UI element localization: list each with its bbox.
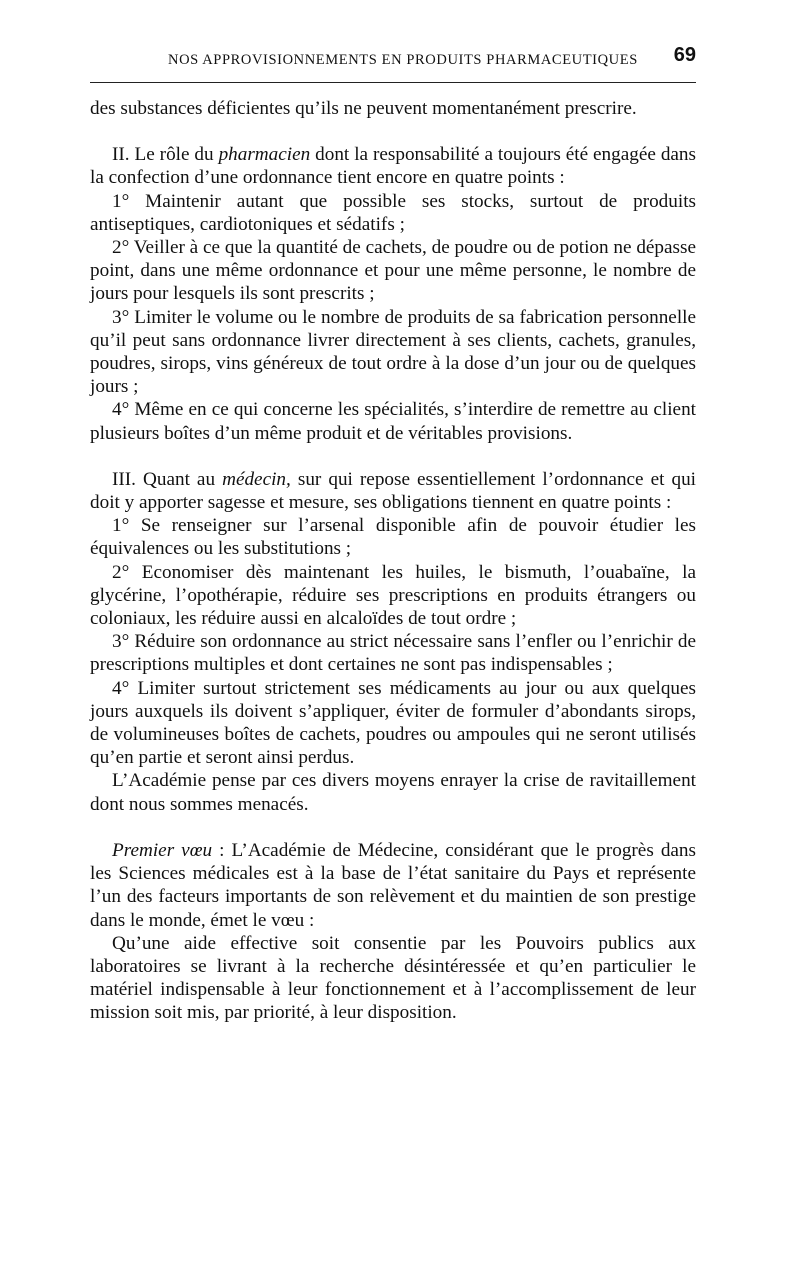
- emphasis-medecin: médecin,: [222, 468, 291, 490]
- section-iii-text: sur qui repose essentiellement l’ordonnance et qui doit y apporter sagesse et mesure, ses obligations tiennent en quatre points :: [90, 468, 697, 514]
- list-item-pharmacien-1: 1° Maintenir autant que possible ses stocks, surtout de produits antiseptiques, cardiotoniques et sédatifs ;: [90, 190, 696, 235]
- page-body: [90, 97, 696, 1025]
- running-head: [90, 44, 696, 74]
- list-item-medecin-4: 4° Limiter surtout strictement ses médicaments au jour ou aux quelques jours auxquels ils doivent s’appliquer, éviter de formuler d’abondants sirops, de volumineuses boîtes de cachets, poudres ou ampoules qui ne seront utilisés qu’en partie et seront ainsi perdus.: [90, 677, 696, 769]
- section-gap: [90, 816, 696, 839]
- header-rule: [90, 82, 696, 83]
- list-item-medecin-1: 1° Se renseigner sur l’arsenal disponible afin de pouvoir étudier les équivalences ou les substitutions ;: [90, 515, 696, 560]
- paragraph-academie-conclusion: L’Académie pense par ces divers moyens enrayer la crise de ravitaillement dont nous sommes menacés.: [90, 770, 696, 815]
- premier-voeu-text: : L’Académie de Médecine, considérant que le progrès dans les Sciences médicales est à la base de l’état sanitaire du Pays et représente l’un des facteurs importants de son relèvement et du maintien de son prestige dans le monde, émet le vœu :: [90, 839, 696, 931]
- paragraph-section-iii: [90, 468, 696, 514]
- running-title: NOS APPROVISIONNEMENTS EN PRODUITS PHARMACEUTIQUES: [168, 52, 638, 68]
- section-gap: [90, 445, 696, 468]
- paragraph-voeu-content: Qu’une aide effective soit consentie par les Pouvoirs publics aux laboratoires se livrant à la recherche désintéressée et qu’en particulier le matériel indispensable à leur fonctionnement et à l’accomplissement de leur mission soit mis, par priorité, à leur disposition.: [90, 932, 696, 1024]
- section-ii-text: dont la responsabilité a toujours été engagée dans la confection d’une ordonnance tient encore en quatre points :: [90, 144, 696, 189]
- paragraph-premier-voeu: [90, 839, 696, 932]
- paragraph-continuation: des substances déficientes qu’ils ne peuvent momentanément prescrire.: [90, 98, 637, 119]
- page-number: 69: [673, 44, 696, 66]
- section-gap: [90, 120, 696, 143]
- list-item-pharmacien-3: 3° Limiter le volume ou le nombre de produits de sa fabrication personnelle qu’il peut sans ordonnance livrer directement à ses clients, cachets, granules, poudres, sirops, vins généreux de tout ordre à la dose d’un jour ou de quelques jours ;: [90, 306, 696, 398]
- list-item-pharmacien-2: 2° Veiller à ce que la quantité de cachets, de poudre ou de potion ne dépasse point, dans une même ordonnance et pour une même personne, le nombre de jours pour lesquels ils sont prescrits ;: [90, 237, 696, 305]
- emphasis-premier-voeu: Premier vœu: [112, 839, 213, 861]
- list-item-pharmacien-4: 4° Même en ce qui concerne les spécialités, s’interdire de remettre au client plusieurs boîtes d’un même produit et de véritables provisions.: [90, 399, 696, 444]
- list-item-medecin-2: 2° Economiser dès maintenant les huiles, le bismuth, l’ouabaïne, la glycérine, l’opothérapie, réduire ses prescriptions en produits étrangers ou coloniaux, les réduire aussi en alcaloïdes de tout ordre ;: [90, 561, 696, 630]
- section-ii-lead: II. Le rôle du: [112, 144, 219, 166]
- section-iii-lead: III. Quant au: [112, 468, 223, 490]
- emphasis-pharmacien: pharmacien: [218, 144, 311, 166]
- list-item-medecin-3: 3° Réduire son ordonnance au strict nécessaire sans l’enfler ou l’enrichir de prescriptions multiples et dont certaines ne sont pas indispensables ;: [90, 631, 696, 676]
- paragraph-section-ii: [90, 143, 696, 189]
